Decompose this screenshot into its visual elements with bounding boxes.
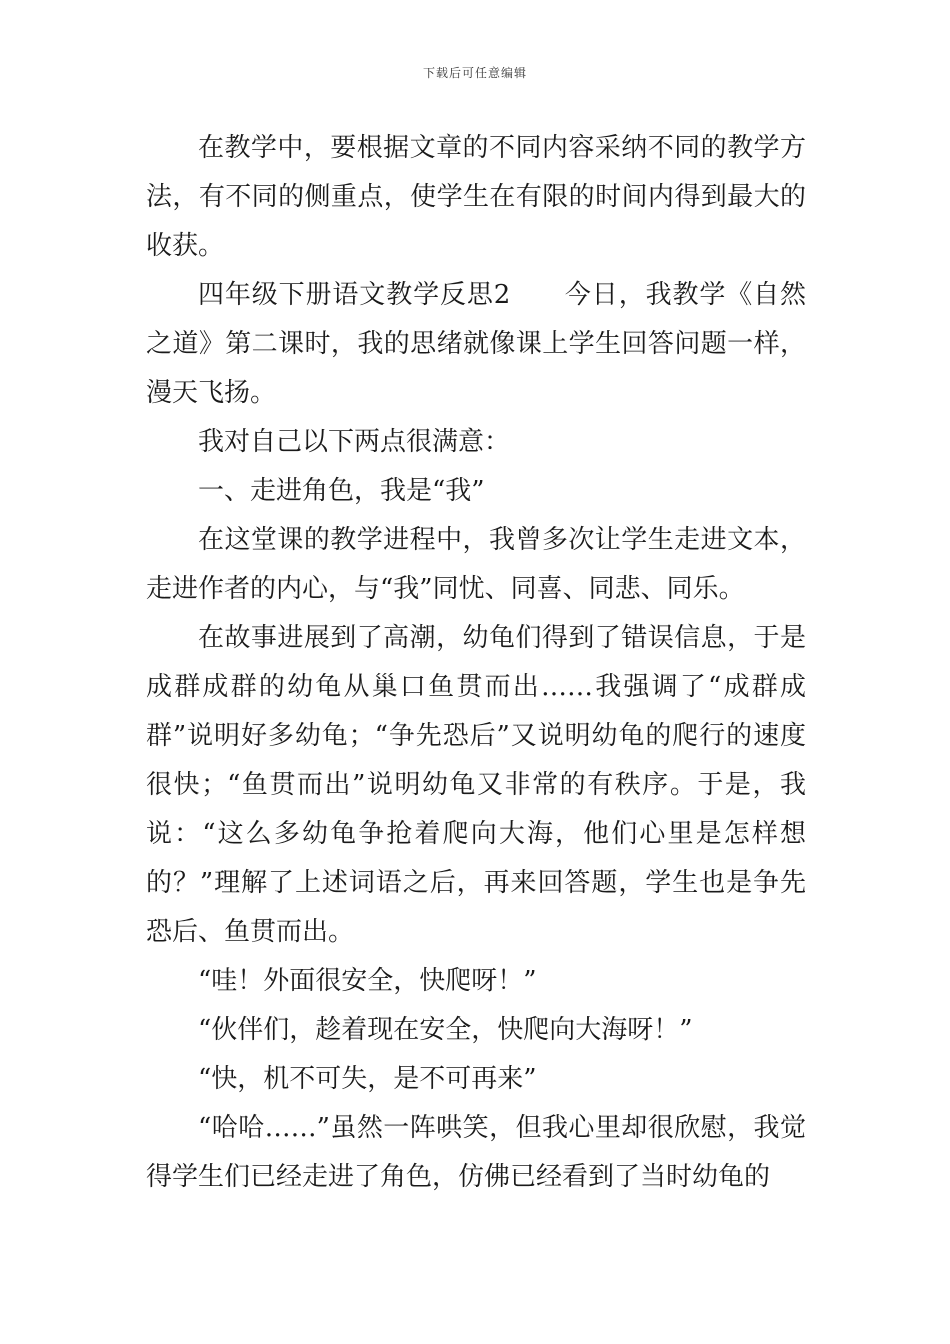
quote-line: “伙伴们，趁着现在安全，快爬向大海呀！” [198,1015,693,1045]
paragraph: 在故事进展到了高潮，幼龟们得到了错误信息，于是成群成群的幼龟从巢口鱼贯而出……我强调了“成群成群”说明好多幼龟；“争先恐后”又说明幼龟的爬行的速度很快；“鱼贯而出”说明幼龟又非常的有秩序。于是，我说：“这么多幼龟争抢着爬向大海，他们心里是怎样想的？”理解了上述词语之后，再来回答题，学生也是争先恐后、鱼贯而出。 [146,623,806,947]
quote-line: “哇！外面很安全，快爬呀！” [198,966,537,996]
paragraph: 在教学中，要根据文章的不同内容采纳不同的教学方法，有不同的侧重点，使学生在有限的时间内得到最大的收获。 [146,133,806,261]
section-heading: 一、走进角色，我是“我” [198,476,485,506]
page-header: 下载后可任意编辑 [422,66,527,80]
paragraph: 我对自己以下两点很满意： [198,427,511,457]
paragraph: 四年级下册语文教学反思2 今日，我教学《自然之道》第二课时，我的思绪就像课上学生回答问题一样，漫天飞扬。 [146,280,806,408]
quote-line: “快，机不可失，是不可再来” [198,1064,537,1094]
paragraph: “哈哈……”虽然一阵哄笑，但我心里却很欣慰，我觉得学生们已经走进了角色，仿佛已经看到了当时幼龟的 [146,1113,806,1192]
paragraph: 在这堂课的教学进程中，我曾多次让学生走进文本，走进作者的内心，与“我”同忧、同喜、同悲、同乐。 [146,525,806,604]
document-body [146,124,806,1202]
